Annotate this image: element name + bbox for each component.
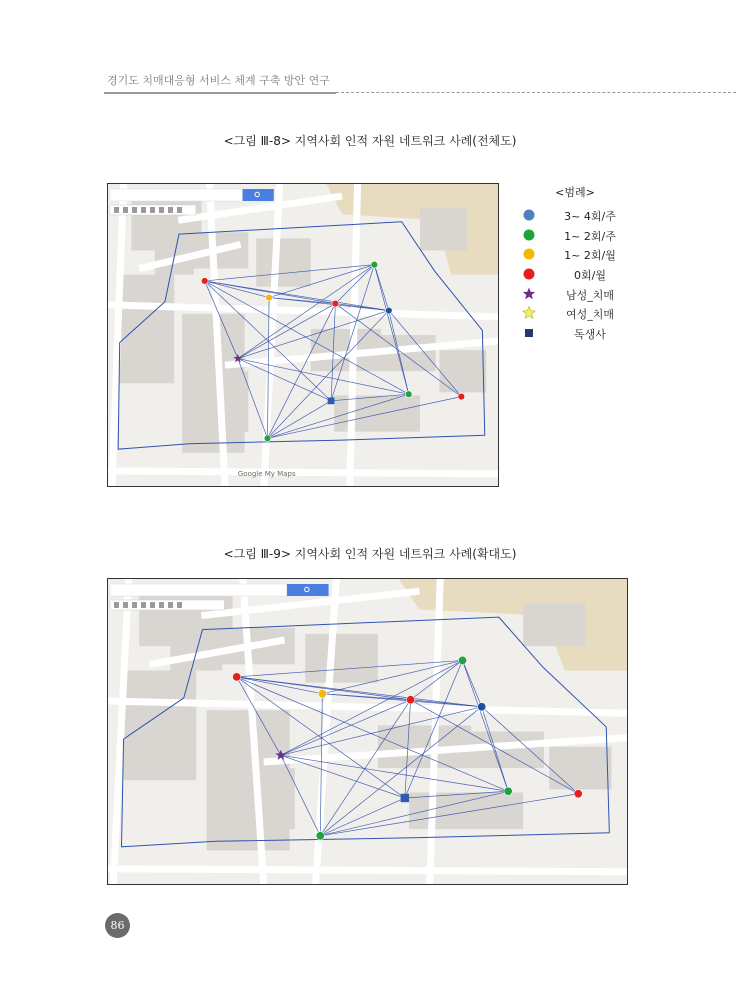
legend-item [520,304,630,324]
header-rule-dashed [336,92,736,93]
network-node-circle[interactable] [371,261,378,268]
map-tool-icon [150,207,155,213]
network-map-overview[interactable] [107,183,499,487]
map-tool-icon [168,207,173,213]
map-block [120,275,175,384]
network-node-circle[interactable] [332,300,339,307]
legend-label: 1~ 2회/주 [564,229,616,243]
figure-caption-1: <그림 Ⅲ-8> 지역사회 인적 자원 네트워크 사례(전체도) [223,134,517,148]
legend-symbol-circle [522,247,536,261]
map-search-button [243,189,274,201]
legend [520,184,630,344]
map-road [108,471,498,474]
network-node-circle[interactable] [504,787,512,795]
network-node-square[interactable] [401,794,409,802]
map-tool-icon [159,207,164,213]
legend-label: 1~ 2회/월 [564,249,616,263]
network-node-circle[interactable] [477,703,485,711]
legend-symbol-circle [522,228,536,242]
legend-symbol-circle [522,208,536,222]
map-block [209,371,248,431]
map-block [523,603,585,646]
network-node-circle[interactable] [405,391,412,398]
legend-item [520,285,630,305]
map-block [243,768,295,829]
map-tool-icon [177,602,182,608]
network-node-circle[interactable] [385,307,392,314]
network-map-zoomed[interactable] [107,578,628,885]
legend-item [520,245,630,265]
map-tool-icon [132,602,137,608]
network-node-circle[interactable] [458,393,465,400]
map-tool-icon [141,602,146,608]
legend-item [520,226,630,246]
network-node-circle[interactable] [316,832,324,840]
map-block [305,634,378,683]
legend-item [520,206,630,226]
legend-item [520,324,630,344]
legend-symbol-circle [522,267,536,281]
legend-label: 여성_치매 [565,308,614,322]
network-node-circle[interactable] [266,294,273,301]
legend-symbol-star [522,287,536,301]
map-search-button [287,584,329,596]
network-node-circle[interactable] [233,673,241,681]
network-node-circle[interactable] [574,790,582,798]
network-node-square[interactable] [328,397,335,404]
map-tool-icon [123,602,128,608]
map-tool-icon [150,602,155,608]
legend-label: 독생사 [574,328,606,342]
map-block [124,671,197,781]
map-tool-icon [168,602,173,608]
header-rule [104,92,336,94]
map-search-input [110,584,286,596]
map-tool-icon [177,207,182,213]
figure-caption-2: <그림 Ⅲ-9> 지역사회 인적 자원 네트워크 사례(확대도) [223,547,517,561]
network-node-circle[interactable] [406,696,414,704]
map-block [256,238,311,286]
legend-label: 0회/월 [574,269,606,283]
running-header-title: 경기도 치매대응형 서비스 체계 구축 방안 연구 [107,74,330,87]
map-tool-icon [114,207,119,213]
map-search-input [110,189,243,201]
network-node-circle[interactable] [318,689,326,697]
network-node-circle[interactable] [264,435,271,442]
network-node-circle[interactable] [201,278,208,285]
legend-symbol-square [522,326,536,340]
page-number: 86 [105,913,130,938]
map-watermark: Google My Maps [237,470,296,478]
map-tool-icon [159,602,164,608]
legend-label: 남성_치매 [565,288,614,302]
map-block [420,208,467,250]
map-tool-icon [132,207,137,213]
map-tool-icon [123,207,128,213]
network-node-circle[interactable] [458,656,466,664]
legend-label: 3~ 4회/주 [564,210,616,223]
map-tool-icon [141,207,146,213]
legend-title: <범례> [555,186,595,199]
map-road [108,869,627,872]
map-tool-icon [114,602,119,608]
legend-symbol-star [522,306,536,320]
legend-item [520,265,630,285]
